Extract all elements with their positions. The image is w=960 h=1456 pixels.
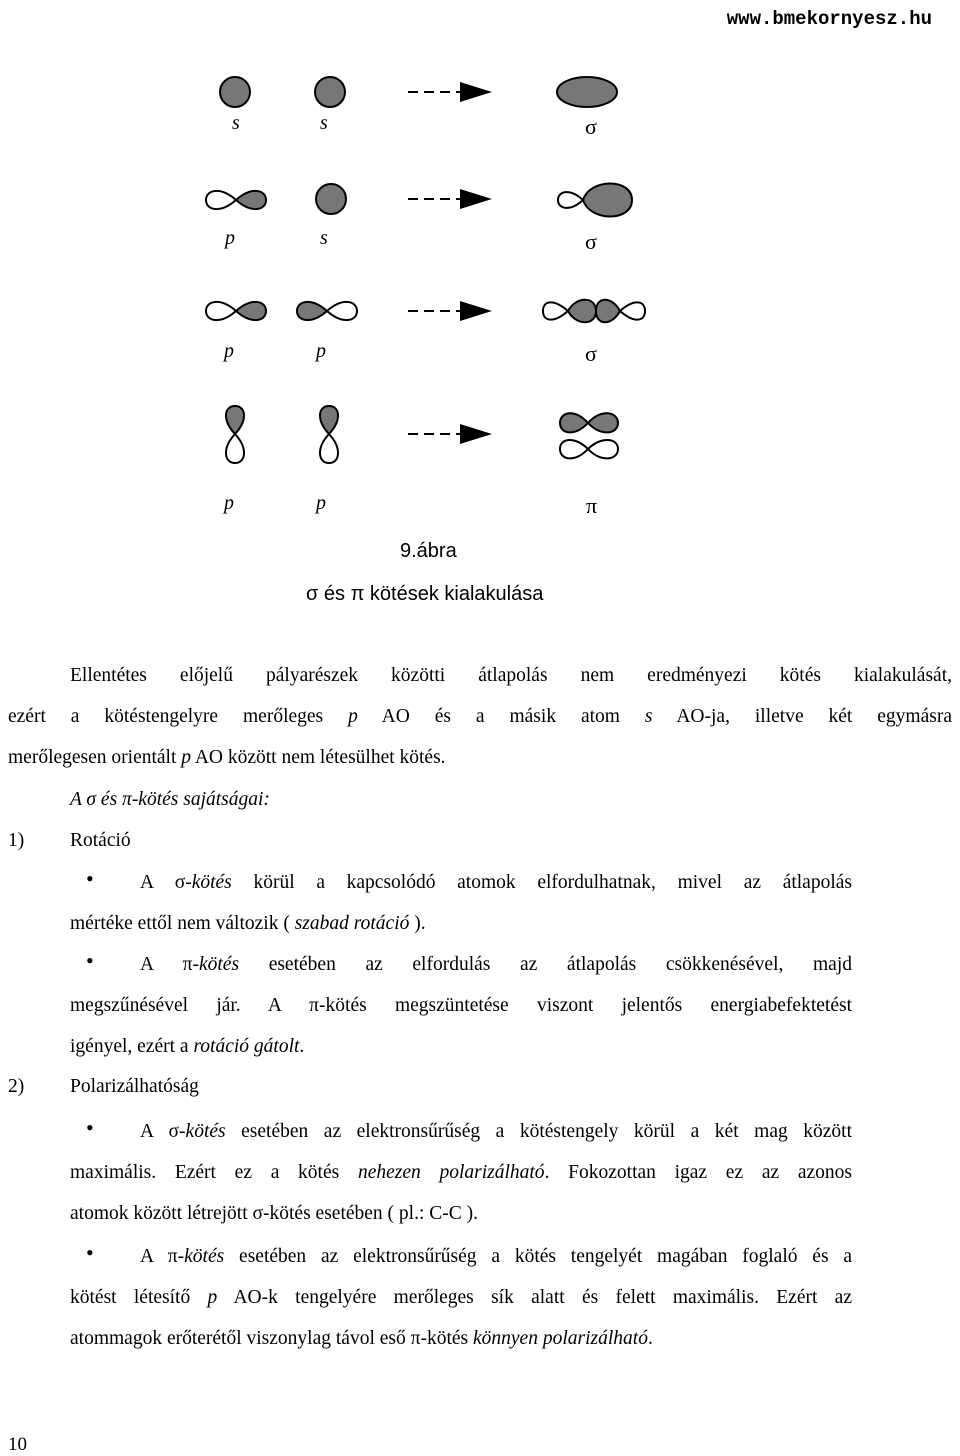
row4-result-label: π (586, 493, 598, 518)
pi-lobe-shape (560, 413, 588, 432)
p-lobe-shape (236, 191, 266, 209)
section-2-number: 2) (8, 1076, 25, 1097)
row2-left-label: p (225, 227, 235, 249)
pi-lobe-shape (588, 413, 618, 432)
row4-middle-label: p (316, 492, 326, 514)
bullet-4-text: A π-kötés esetében az elektronsűrűség a kötés tengelyét magában foglaló és a kötést létesítő p AO-k tengelyére merőleges sík alatt és felett maximális. Ezért az atommagok erőterétől viszonylag távol eső π-kötés könnyen polarizálható. (70, 1246, 852, 1349)
bullet-icon: • (86, 948, 94, 973)
properties-subtitle: A σ és π-kötés sajátságai: (70, 789, 270, 810)
row2-result-label: σ (585, 229, 597, 254)
row1-middle-label: s (320, 112, 328, 134)
page-number: 10 (8, 1434, 27, 1455)
sigma-orbital-shape (557, 77, 617, 107)
pi-lobe-shape (588, 440, 618, 458)
intro-paragraph (8, 655, 952, 778)
row4-left-label: p (224, 492, 234, 514)
row1-left-label: s (232, 112, 240, 134)
s-orbital-shape (220, 77, 250, 107)
bullet-3-text: A σ-kötés esetében az elektronsűrűség a kötéstengely körül a két mag között maximális. Ezért ez a kötés nehezen polarizálható. Fokozottan igaz ez az azonos atomok között létrejött σ-kötés esetében ( pl.: C-C ). (70, 1121, 852, 1224)
section-1-number: 1) (8, 830, 25, 851)
bullet-2-text: A π-kötés esetében az elfordulás az átlapolás csökkenésével, majd megszűnésével jár. A π-kötés megszüntetése viszont jelentős energiabefektetést igényel, ezért a rotáció gátolt. (70, 954, 852, 1057)
sigma-lobe-shape (558, 192, 583, 208)
section-1-title: Rotáció (70, 830, 131, 851)
section-2-title: Polarizálhatóság (70, 1076, 199, 1097)
figure-caption: σ és π kötések kialakulása (306, 583, 544, 605)
p-lobe-shape (226, 434, 244, 463)
s-orbital-shape (316, 184, 346, 214)
pi-lobe-shape (560, 440, 588, 458)
sigma-lobe-shape (583, 184, 632, 217)
s-orbital-shape (315, 77, 345, 107)
row3-result-label: σ (585, 341, 597, 366)
figure-number: 9.ábra (400, 540, 457, 562)
intro-line: Ellentétes előjelű pályarészek közötti átlapolás nem eredményezi kötés kialakulását, (70, 665, 952, 686)
p-lobe-shape (206, 191, 236, 209)
row1-result-label: σ (585, 114, 597, 139)
intro-line: ezért a kötéstengelyre merőleges p AO és a másik atom s AO-ja, illetve két egymásra (8, 706, 952, 727)
row2-middle-label: s (320, 227, 328, 249)
bullet-icon: • (86, 1240, 94, 1265)
bullet-1-text: A σ-kötés körül a kapcsolódó atomok elfordulhatnak, mivel az átlapolás mértéke ettől nem változik ( szabad rotáció ). (70, 872, 852, 934)
bullet-icon: • (86, 866, 94, 891)
row3-middle-label: p (316, 340, 326, 362)
orbital-figure (0, 0, 960, 540)
intro-line: merőlegesen orientált p AO között nem létesülhet kötés. (8, 747, 446, 768)
bullet-icon: • (86, 1115, 94, 1140)
p-lobe-shape (226, 406, 244, 434)
header-site: www.bmekornyesz.hu (726, 8, 932, 30)
row3-left-label: p (224, 340, 234, 362)
